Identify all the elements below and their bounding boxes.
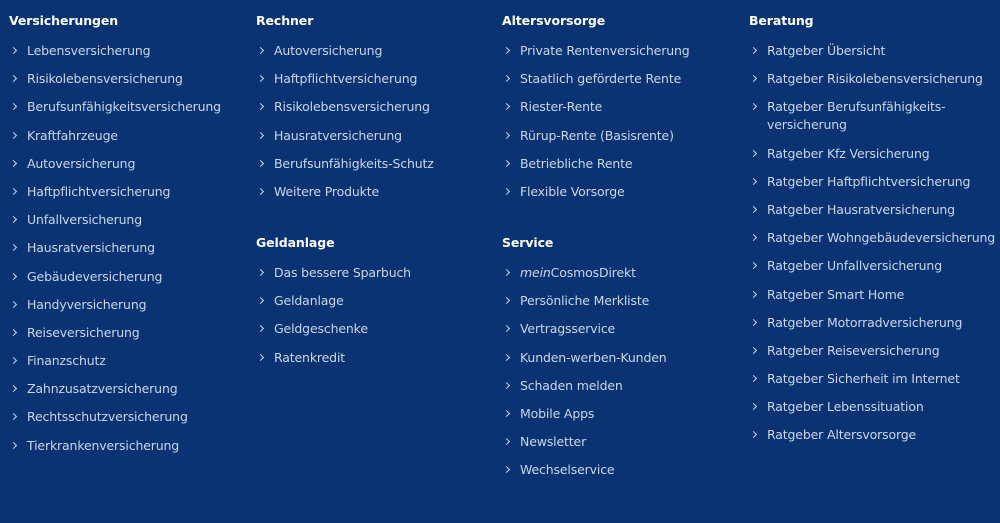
chevron-right-icon: [503, 75, 510, 82]
section-heading-service: Service: [502, 234, 554, 250]
link-label: Ratgeber Wohngebäudeversicherung: [767, 230, 996, 246]
section-heading-geldanlage: Geldanlage: [256, 234, 335, 250]
footer-link-reiseversicherung[interactable]: [9, 324, 249, 342]
footer-link-betriebliche-rente[interactable]: [502, 155, 742, 173]
footer-link-haftpflichtversicherung[interactable]: [9, 183, 249, 201]
footer-link-meincosmosdirekt[interactable]: [502, 264, 742, 282]
footer-link-finanzschutz[interactable]: [9, 352, 249, 370]
chevron-right-icon: [750, 319, 757, 326]
chevron-right-icon: [750, 75, 757, 82]
footer-link-handyversicherung[interactable]: [9, 296, 249, 314]
chevron-right-icon: [257, 160, 264, 167]
link-label: Flexible Vorsorge: [520, 183, 625, 199]
chevron-right-icon: [503, 466, 510, 473]
link-label: Tierkrankenversicherung: [27, 437, 180, 453]
chevron-right-icon: [750, 403, 757, 410]
chevron-right-icon: [10, 244, 17, 251]
footer-link-ratgeber-altersvorsorge[interactable]: [749, 426, 994, 444]
footer-link-ruerup-rente-basisrente[interactable]: [502, 127, 742, 145]
link-label: Ratgeber Berufsunfähigkeits-versicherung: [767, 99, 946, 133]
footer-link-autoversicherung[interactable]: [256, 42, 496, 60]
footer-column-4: [749, 12, 994, 455]
chevron-right-icon: [750, 178, 757, 185]
footer-link-ratgeber-hausratversicherung[interactable]: [749, 201, 994, 219]
chevron-right-icon: [10, 75, 17, 82]
link-label: Ratgeber Kfz Versicherung: [767, 145, 930, 161]
chevron-right-icon: [10, 272, 17, 279]
chevron-right-icon: [503, 160, 510, 167]
chevron-right-icon: [257, 47, 264, 54]
chevron-right-icon: [503, 103, 510, 110]
link-label: Ratgeber Reiseversicherung: [767, 342, 940, 358]
link-label: Ratgeber Haftpflichtversicherung: [767, 173, 971, 189]
footer-link-rechtsschutzversicherung[interactable]: [9, 408, 249, 426]
link-list: [502, 264, 742, 479]
chevron-right-icon: [503, 188, 510, 195]
footer-link-newsletter[interactable]: [502, 433, 742, 451]
chevron-right-icon: [257, 269, 264, 276]
link-label: Gebäudeversicherung: [27, 268, 163, 284]
link-label: Ratgeber Sicherheit im Internet: [767, 371, 960, 387]
chevron-right-icon: [257, 325, 264, 332]
link-label: Schaden melden: [520, 377, 623, 393]
footer-column-1: [9, 12, 249, 465]
link-label: Ratgeber Motorradversicherung: [767, 314, 963, 330]
footer-link-tierkrankenversicherung[interactable]: [9, 437, 249, 455]
chevron-right-icon: [257, 75, 264, 82]
link-label: Rechtsschutzversicherung: [27, 409, 188, 425]
link-label: Berufsunfähigkeits-Schutz: [274, 155, 434, 171]
chevron-right-icon: [10, 301, 17, 308]
chevron-right-icon: [257, 188, 264, 195]
footer-link-risikolebensversicherung[interactable]: [9, 70, 249, 88]
footer-link-ratenkredit[interactable]: [256, 349, 496, 367]
chevron-right-icon: [10, 188, 17, 195]
link-label: Ratgeber Übersicht: [767, 43, 886, 58]
footer-link-ratgeber-smart-home[interactable]: [749, 286, 994, 304]
link-label: Newsletter: [520, 434, 587, 450]
link-label: Vertragsservice: [520, 321, 616, 337]
chevron-right-icon: [750, 431, 757, 438]
chevron-right-icon: [503, 325, 510, 332]
link-label: Das bessere Sparbuch: [274, 264, 411, 280]
footer-link-geldanlage[interactable]: [256, 292, 496, 310]
link-list: [502, 42, 742, 201]
footer-link-staatlich-gefoerderte-rente[interactable]: [502, 70, 742, 88]
footer-link-das-bessere-sparbuch[interactable]: [256, 264, 496, 282]
link-label: Autoversicherung: [27, 155, 136, 171]
chevron-right-icon: [750, 375, 757, 382]
chevron-right-icon: [257, 297, 264, 304]
link-label: Ratgeber Altersvorsorge: [767, 427, 917, 443]
chevron-right-icon: [750, 234, 757, 241]
link-label: Persönliche Merkliste: [520, 293, 650, 309]
chevron-right-icon: [10, 329, 17, 336]
link-label: Hausratversicherung: [274, 127, 402, 143]
footer-link-hausratversicherung[interactable]: [9, 239, 249, 257]
chevron-right-icon: [750, 206, 757, 213]
link-label: Berufsunfähigkeitsversicherung: [27, 99, 221, 115]
footer-column-2: [256, 12, 496, 377]
footer-link-vertragsservice[interactable]: [502, 320, 742, 338]
footer-link-riester-rente[interactable]: [502, 98, 742, 116]
link-list: [256, 42, 496, 201]
link-label: Finanzschutz: [27, 353, 106, 369]
chevron-right-icon: [750, 290, 757, 297]
link-label: Ratgeber Smart Home: [767, 286, 905, 302]
footer-link-zahnzusatzversicherung[interactable]: [9, 380, 249, 398]
footer-link-flexible-vorsorge[interactable]: [502, 183, 742, 201]
chevron-right-icon: [750, 47, 757, 54]
footer-column-3: [502, 12, 742, 489]
footer-link-kraftfahrzeuge[interactable]: [9, 127, 249, 145]
chevron-right-icon: [10, 216, 17, 223]
footer-link-ratgeber-reiseversicherung[interactable]: [749, 342, 994, 360]
footer-link-autoversicherung[interactable]: [9, 155, 249, 173]
footer-link-ratgeber-kfz-versicherung[interactable]: [749, 145, 994, 163]
link-label: Handyversicherung: [27, 296, 147, 312]
footer-link-wechselservice[interactable]: [502, 461, 742, 479]
link-list: [749, 42, 994, 444]
footer-section-service: [502, 234, 742, 479]
footer-link-mobile-apps[interactable]: [502, 405, 742, 423]
footer-link-hausratversicherung[interactable]: [256, 127, 496, 145]
footer-link-risikolebensversicherung[interactable]: [256, 98, 496, 116]
chevron-right-icon: [257, 132, 264, 139]
chevron-right-icon: [257, 103, 264, 110]
footer-link-berufsunfaehigkeitsversicherung[interactable]: [9, 98, 249, 116]
link-label: Geldanlage: [274, 293, 344, 309]
chevron-right-icon: [750, 347, 757, 354]
section-heading-versicherungen: Versicherungen: [9, 13, 119, 28]
link-label: Hausratversicherung: [27, 240, 155, 256]
link-label: Ratgeber Unfallversicherung: [767, 258, 942, 274]
footer-link-weitere-produkte[interactable]: [256, 183, 496, 201]
link-label: Reiseversicherung: [27, 324, 140, 340]
footer-section-versicherungen: [9, 12, 249, 455]
link-label: Private Rentenversicherung: [520, 43, 690, 58]
chevron-right-icon: [503, 382, 510, 389]
footer-link-schaden-melden[interactable]: [502, 377, 742, 395]
footer-link-persoenliche-merkliste[interactable]: [502, 292, 742, 310]
chevron-right-icon: [10, 413, 17, 420]
footer-link-ratgeber-lebenssituation[interactable]: [749, 398, 994, 416]
link-label: Autoversicherung: [274, 43, 383, 58]
link-list: [256, 264, 496, 367]
chevron-right-icon: [750, 262, 757, 269]
footer-link-ratgeber-sicherheit-im-internet[interactable]: [749, 370, 994, 388]
chevron-right-icon: [503, 269, 510, 276]
chevron-right-icon: [503, 132, 510, 139]
chevron-right-icon: [10, 160, 17, 167]
link-label: Wechselservice: [520, 462, 615, 478]
footer-link-berufsunfaehigkeits-schutz[interactable]: [256, 155, 496, 173]
link-label: Ratenkredit: [274, 349, 346, 365]
link-label: Ratgeber Hausratversicherung: [767, 201, 955, 217]
footer-section-altersvorsorge: [502, 12, 742, 201]
footer-link-ratgeber-wohngebaeudeversicherung[interactable]: [749, 229, 994, 247]
chevron-right-icon: [503, 353, 510, 360]
link-label: Weitere Produkte: [274, 183, 380, 199]
link-list: [9, 42, 249, 455]
link-label: Zahnzusatzversicherung: [27, 381, 178, 397]
footer-link-ratgeber-unfallversicherung[interactable]: [749, 257, 994, 275]
link-label-rest: CosmosDirekt: [550, 264, 636, 280]
footer-link-unfallversicherung[interactable]: [9, 211, 249, 229]
link-label: Risikolebensversicherung: [274, 99, 430, 115]
footer-link-ratgeber-berufsunfaehigkeits-versicherung[interactable]: [749, 98, 994, 134]
link-label: Ratgeber Lebenssituation: [767, 399, 924, 415]
footer-section-rechner: [256, 12, 496, 201]
footer-section-beratung: [749, 12, 994, 444]
footer-section-geldanlage: [256, 234, 496, 367]
chevron-right-icon: [750, 103, 757, 110]
link-label: Betriebliche Rente: [520, 155, 633, 171]
footer-link-kunden-werben-kunden[interactable]: [502, 349, 742, 367]
chevron-right-icon: [503, 297, 510, 304]
section-heading-altersvorsorge: Altersvorsorge: [502, 13, 606, 28]
chevron-right-icon: [503, 47, 510, 54]
chevron-right-icon: [10, 357, 17, 364]
chevron-right-icon: [257, 353, 264, 360]
link-label: Haftpflichtversicherung: [274, 71, 418, 87]
link-label: Geldgeschenke: [274, 321, 368, 337]
link-label: Staatlich geförderte Rente: [520, 71, 682, 87]
link-label-emphasis: mein: [520, 264, 551, 280]
link-label: [520, 265, 636, 280]
footer-link-private-rentenversicherung[interactable]: [502, 42, 742, 60]
link-label: Haftpflichtversicherung: [27, 183, 171, 199]
link-label: Ratgeber Risikolebensversicherung: [767, 71, 983, 87]
chevron-right-icon: [750, 150, 757, 157]
link-label: Mobile Apps: [520, 405, 595, 421]
link-label: Kraftfahrzeuge: [27, 127, 118, 143]
chevron-right-icon: [10, 442, 17, 449]
chevron-right-icon: [503, 438, 510, 445]
footer-link-haftpflichtversicherung[interactable]: [256, 70, 496, 88]
section-heading-beratung: Beratung: [749, 13, 814, 28]
footer-link-gebaeudeversicherung[interactable]: [9, 268, 249, 286]
chevron-right-icon: [503, 410, 510, 417]
section-heading-rechner: Rechner: [256, 13, 314, 28]
link-label: Rürup-Rente (Basisrente): [520, 127, 674, 143]
footer-link-geldgeschenke[interactable]: [256, 320, 496, 338]
chevron-right-icon: [10, 103, 17, 110]
link-label: Lebensversicherung: [27, 43, 151, 58]
link-label: Risikolebensversicherung: [27, 71, 183, 87]
footer-link-ratgeber-uebersicht[interactable]: [749, 42, 994, 60]
chevron-right-icon: [10, 385, 17, 392]
link-label: Kunden-werben-Kunden: [520, 349, 667, 365]
footer-link-ratgeber-motorradversicherung[interactable]: [749, 314, 994, 332]
footer-link-lebensversicherung[interactable]: [9, 42, 249, 60]
link-label: Unfallversicherung: [27, 212, 142, 228]
link-label: Riester-Rente: [520, 99, 603, 115]
footer-link-ratgeber-risikolebensversicherung[interactable]: [749, 70, 994, 88]
footer-link-ratgeber-haftpflichtversicherung[interactable]: [749, 173, 994, 191]
chevron-right-icon: [10, 132, 17, 139]
chevron-right-icon: [10, 47, 17, 54]
